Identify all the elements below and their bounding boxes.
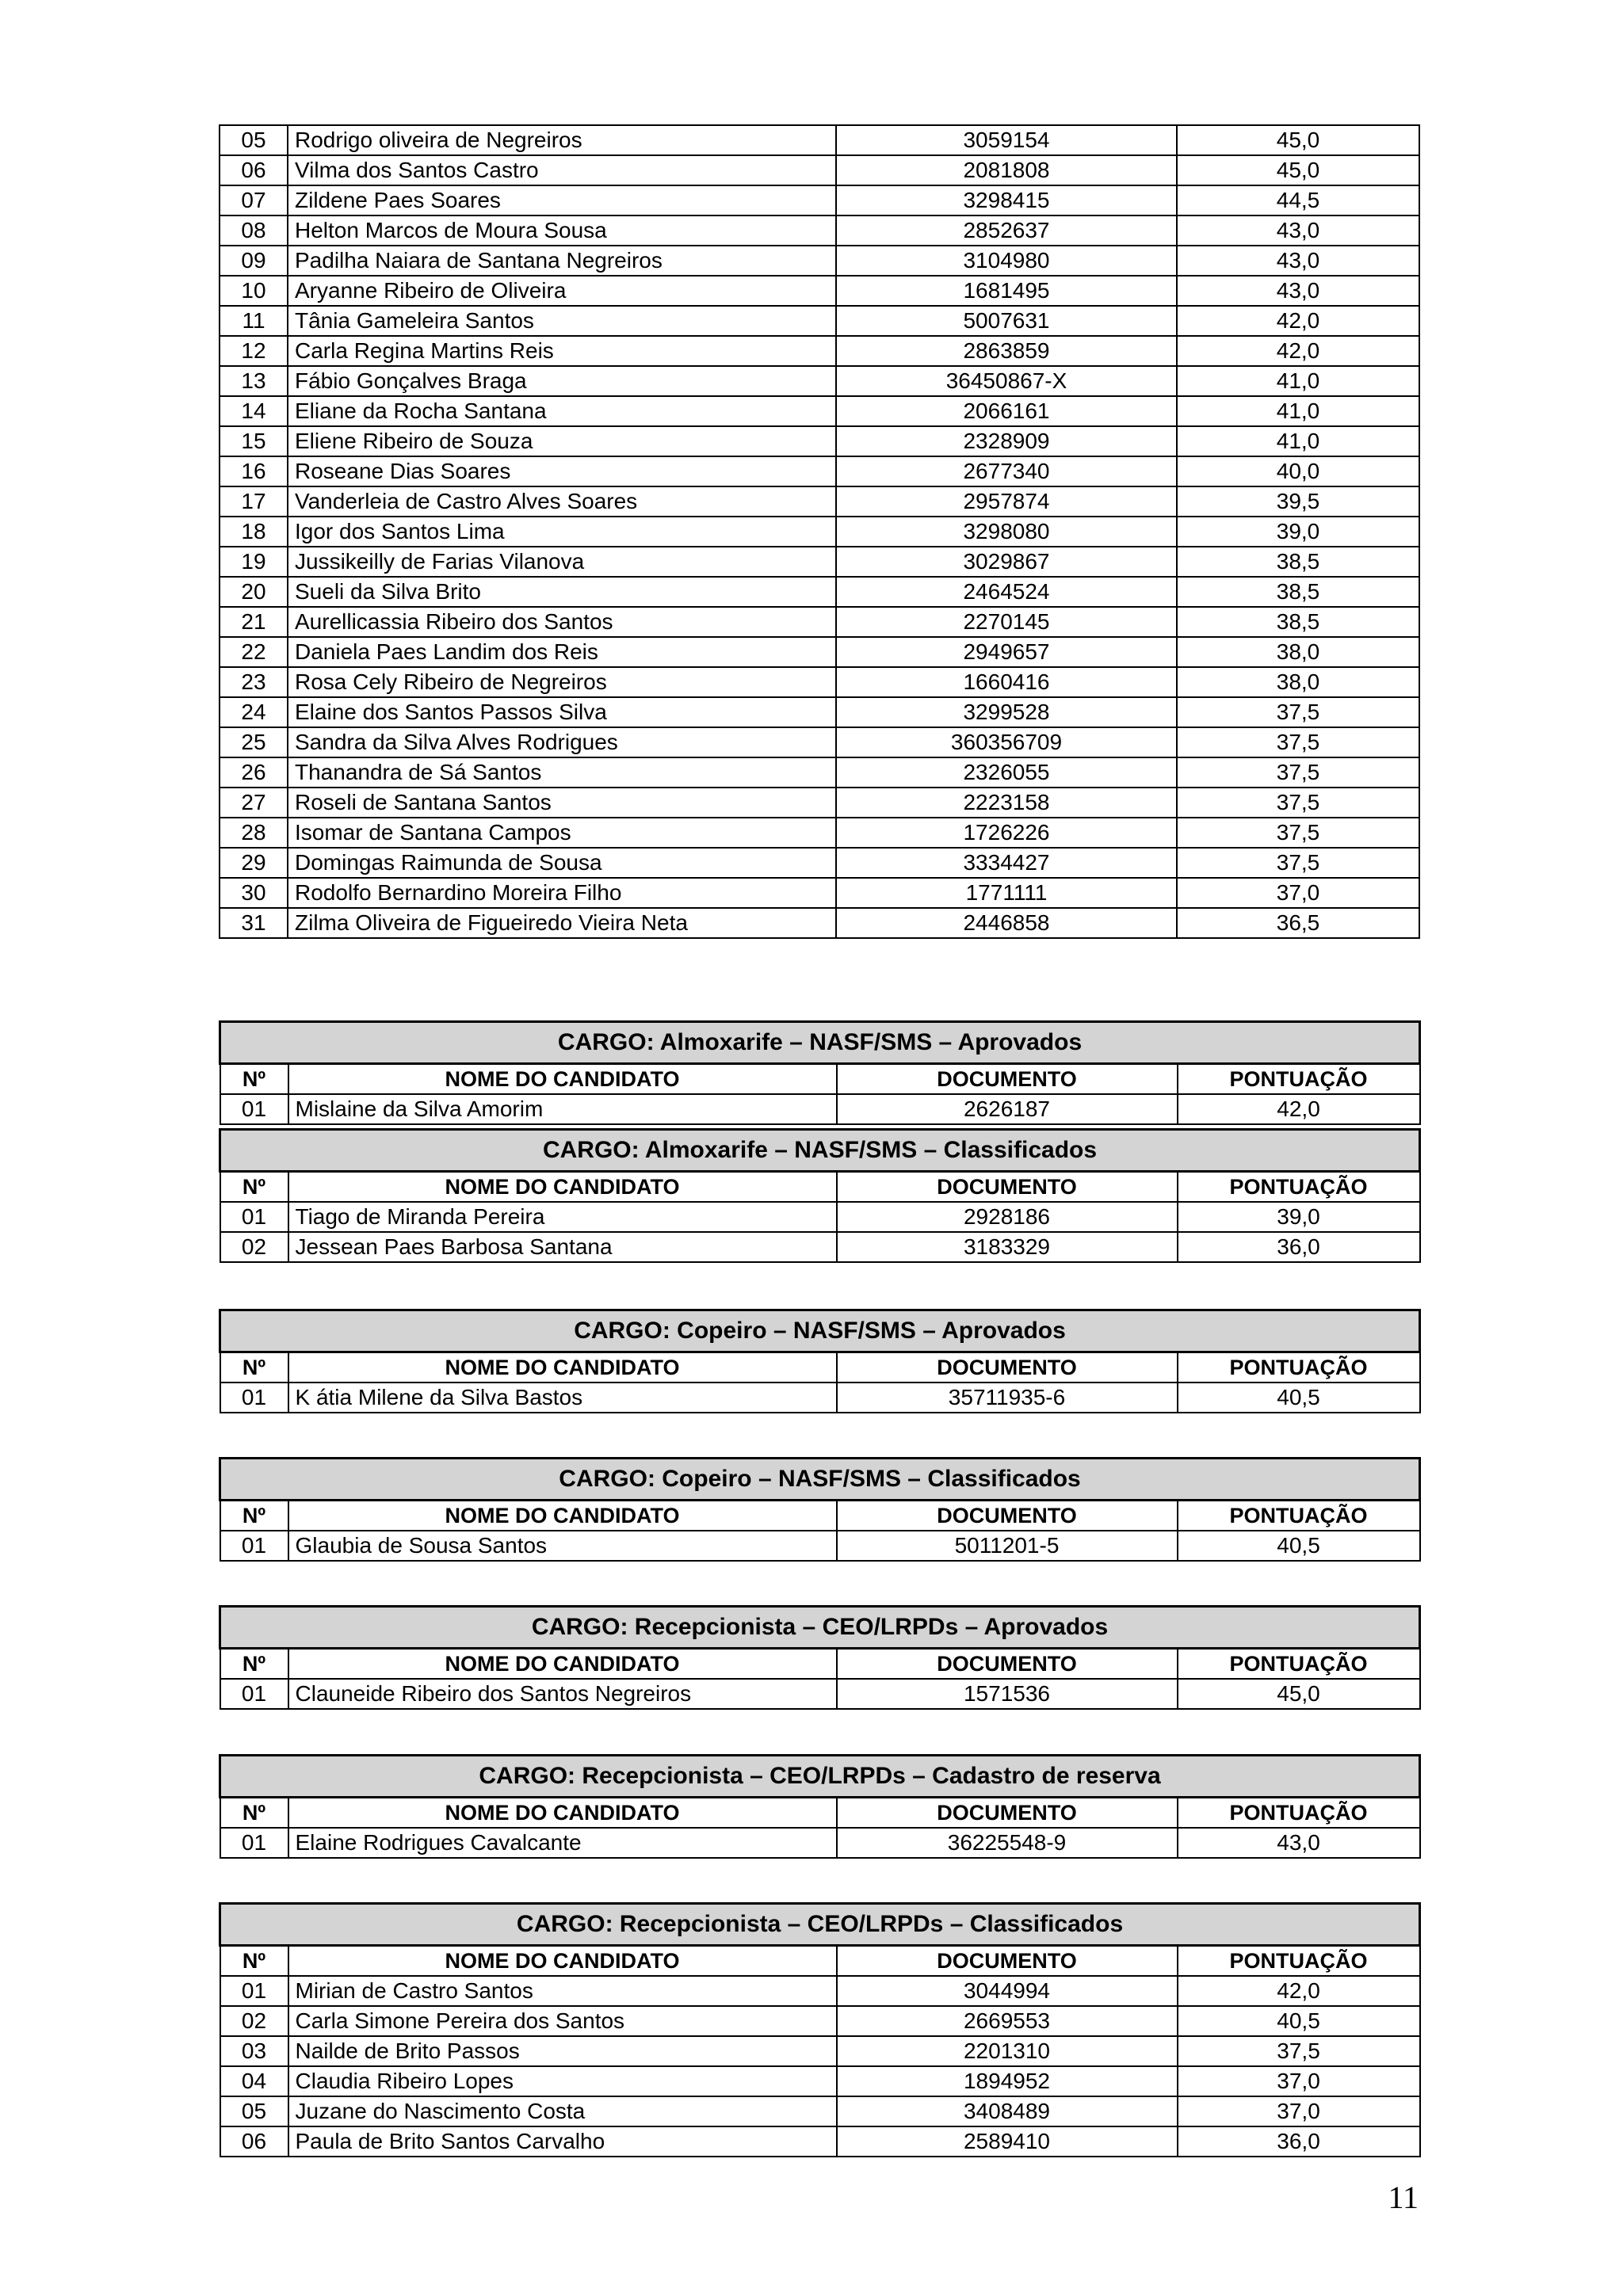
table-row [220, 1232, 1420, 1262]
candidate-name: Eliene Ribeiro de Souza [288, 426, 836, 456]
header-candidate-name: NOME DO CANDIDATO [288, 1649, 837, 1680]
table-header-row [220, 1798, 1420, 1829]
table-row [220, 607, 1419, 637]
document-number: 3059154 [836, 125, 1177, 155]
candidate-name: Rodrigo oliveira de Negreiros [288, 125, 836, 155]
table-row [220, 878, 1419, 908]
document-number: 2589410 [837, 2126, 1178, 2157]
document-number: 35711935-6 [837, 1383, 1178, 1413]
page-number: 11 [1388, 2180, 1419, 2215]
score: 38,5 [1177, 577, 1419, 607]
table-row [220, 547, 1419, 577]
header-candidate-name: NOME DO CANDIDATO [288, 1946, 837, 1977]
score: 37,5 [1177, 848, 1419, 878]
row-number: 26 [220, 757, 288, 788]
document-number: 2328909 [836, 426, 1177, 456]
document-number: 3334427 [836, 848, 1177, 878]
section-title: CARGO: Copeiro – NASF/SMS – Aprovados [220, 1310, 1420, 1352]
score: 44,5 [1177, 185, 1419, 215]
row-number: 01 [220, 1828, 288, 1858]
document-number: 36450867-X [836, 366, 1177, 396]
row-number: 01 [220, 1679, 288, 1709]
score: 39,5 [1177, 486, 1419, 517]
candidate-name: Tiago de Miranda Pereira [288, 1202, 837, 1232]
candidate-name: Isomar de Santana Campos [288, 818, 836, 848]
document-number: 2863859 [836, 336, 1177, 366]
score: 37,5 [1178, 2036, 1420, 2066]
header-candidate-name: NOME DO CANDIDATO [288, 1064, 837, 1095]
score: 43,0 [1177, 246, 1419, 276]
row-number: 11 [220, 306, 288, 336]
candidate-name: Nailde de Brito Passos [288, 2036, 837, 2066]
document-number: 5007631 [836, 306, 1177, 336]
row-number: 30 [220, 878, 288, 908]
document-number: 2949657 [836, 637, 1177, 667]
score: 40,5 [1178, 1383, 1420, 1413]
section-title: CARGO: Recepcionista – CEO/LRPDs – Classificados [220, 1904, 1420, 1946]
table-row [220, 215, 1419, 246]
row-number: 19 [220, 547, 288, 577]
header-candidate-name: NOME DO CANDIDATO [288, 1798, 837, 1829]
candidate-name: Daniela Paes Landim dos Reis [288, 637, 836, 667]
document-number: 2957874 [836, 486, 1177, 517]
candidate-name: Carla Regina Martins Reis [288, 336, 836, 366]
document-number: 36225548-9 [837, 1828, 1178, 1858]
score: 37,5 [1177, 818, 1419, 848]
table-row [220, 125, 1419, 155]
document-number: 1571536 [837, 1679, 1178, 1709]
table-header-row [220, 1352, 1420, 1383]
score: 38,0 [1177, 667, 1419, 697]
row-number: 01 [220, 1094, 288, 1124]
table-row [220, 155, 1419, 185]
recepcionista-classificados-table [219, 1902, 1421, 2157]
table-header-row [220, 1172, 1420, 1203]
row-number: 14 [220, 396, 288, 426]
table-row [220, 1531, 1420, 1561]
recepcionista-cadastro-reserva-table [219, 1754, 1421, 1859]
table-row [220, 486, 1419, 517]
score: 37,5 [1177, 727, 1419, 757]
table-row [220, 366, 1419, 396]
table-row [220, 788, 1419, 818]
table-body [220, 1904, 1420, 2157]
header-document: DOCUMENTO [837, 1172, 1178, 1203]
section-title-row [220, 1022, 1420, 1064]
table-body [220, 1310, 1420, 1413]
table-body [220, 1022, 1420, 1125]
candidate-name: Sandra da Silva Alves Rodrigues [288, 727, 836, 757]
document-number: 3104980 [836, 246, 1177, 276]
header-number: Nº [220, 1798, 288, 1829]
row-number: 22 [220, 637, 288, 667]
candidate-name: Zilma Oliveira de Figueiredo Vieira Neta [288, 908, 836, 938]
score: 45,0 [1178, 1679, 1420, 1709]
document-number: 1660416 [836, 667, 1177, 697]
document-number: 1894952 [837, 2066, 1178, 2096]
row-number: 01 [220, 1976, 288, 2006]
row-number: 23 [220, 667, 288, 697]
row-number: 09 [220, 246, 288, 276]
row-number: 12 [220, 336, 288, 366]
row-number: 10 [220, 276, 288, 306]
table-body [220, 1756, 1420, 1859]
candidate-name: K átia Milene da Silva Bastos [288, 1383, 837, 1413]
header-number: Nº [220, 1649, 288, 1680]
row-number: 07 [220, 185, 288, 215]
continued-results-table [219, 124, 1420, 939]
score: 39,0 [1178, 1202, 1420, 1232]
score: 38,5 [1177, 547, 1419, 577]
row-number: 28 [220, 818, 288, 848]
header-score: PONTUAÇÃO [1178, 1649, 1420, 1680]
document-number: 3298080 [836, 517, 1177, 547]
document-number: 2326055 [836, 757, 1177, 788]
table-row [220, 818, 1419, 848]
header-score: PONTUAÇÃO [1178, 1172, 1420, 1203]
table-row [220, 2006, 1420, 2036]
header-number: Nº [220, 1501, 288, 1531]
table-body [220, 1607, 1420, 1710]
document-number: 2852637 [836, 215, 1177, 246]
row-number: 08 [220, 215, 288, 246]
score: 40,5 [1178, 1531, 1420, 1561]
section-title-row [220, 1310, 1420, 1352]
score: 40,5 [1178, 2006, 1420, 2036]
row-number: 18 [220, 517, 288, 547]
score: 41,0 [1177, 366, 1419, 396]
score: 36,0 [1178, 1232, 1420, 1262]
score: 38,0 [1177, 637, 1419, 667]
table-row [220, 848, 1419, 878]
document-number: 2928186 [837, 1202, 1178, 1232]
table-header-row [220, 1064, 1420, 1095]
candidate-name: Juzane do Nascimento Costa [288, 2096, 837, 2126]
candidate-name: Aryanne Ribeiro de Oliveira [288, 276, 836, 306]
score: 38,5 [1177, 607, 1419, 637]
table-row [220, 456, 1419, 486]
header-document: DOCUMENTO [837, 1946, 1178, 1977]
document-number: 1681495 [836, 276, 1177, 306]
score: 41,0 [1177, 426, 1419, 456]
candidate-name: Carla Simone Pereira dos Santos [288, 2006, 837, 2036]
table-row [220, 336, 1419, 366]
table-row [220, 246, 1419, 276]
table-row [220, 1828, 1420, 1858]
document-number: 3029867 [836, 547, 1177, 577]
row-number: 01 [220, 1383, 288, 1413]
score: 43,0 [1178, 1828, 1420, 1858]
table-header-row [220, 1649, 1420, 1680]
table-row [220, 2036, 1420, 2066]
header-candidate-name: NOME DO CANDIDATO [288, 1172, 837, 1203]
header-score: PONTUAÇÃO [1178, 1064, 1420, 1095]
row-number: 04 [220, 2066, 288, 2096]
header-number: Nº [220, 1946, 288, 1977]
candidate-name: Rodolfo Bernardino Moreira Filho [288, 878, 836, 908]
document-number: 2270145 [836, 607, 1177, 637]
score: 42,0 [1178, 1976, 1420, 2006]
document-number: 5011201-5 [837, 1531, 1178, 1561]
table-row [220, 1383, 1420, 1413]
document-number: 360356709 [836, 727, 1177, 757]
header-number: Nº [220, 1352, 288, 1383]
candidate-name: Vilma dos Santos Castro [288, 155, 836, 185]
document-number: 1771111 [836, 878, 1177, 908]
header-document: DOCUMENTO [837, 1798, 1178, 1829]
header-number: Nº [220, 1172, 288, 1203]
table-row [220, 577, 1419, 607]
candidate-name: Elaine Rodrigues Cavalcante [288, 1828, 837, 1858]
candidate-name: Jessean Paes Barbosa Santana [288, 1232, 837, 1262]
score: 39,0 [1177, 517, 1419, 547]
row-number: 13 [220, 366, 288, 396]
score: 42,0 [1177, 336, 1419, 366]
table-header-row [220, 1501, 1420, 1531]
candidate-name: Claudia Ribeiro Lopes [288, 2066, 837, 2096]
document-number: 2464524 [836, 577, 1177, 607]
table-row [220, 2066, 1420, 2096]
row-number: 27 [220, 788, 288, 818]
table-row [220, 2126, 1420, 2157]
document-number: 3299528 [836, 697, 1177, 727]
header-number: Nº [220, 1064, 288, 1095]
copeiro-classificados-table [219, 1457, 1421, 1562]
row-number: 05 [220, 2096, 288, 2126]
copeiro-aprovados-table [219, 1309, 1421, 1413]
table-row [220, 1976, 1420, 2006]
header-score: PONTUAÇÃO [1178, 1352, 1420, 1383]
table-body [220, 125, 1419, 938]
row-number: 02 [220, 2006, 288, 2036]
table-row [220, 185, 1419, 215]
score: 37,5 [1177, 757, 1419, 788]
table-row [220, 637, 1419, 667]
table-row [220, 727, 1419, 757]
candidate-name: Clauneide Ribeiro dos Santos Negreiros [288, 1679, 837, 1709]
score: 37,0 [1177, 878, 1419, 908]
document-number: 3183329 [837, 1232, 1178, 1262]
row-number: 01 [220, 1202, 288, 1232]
document-number: 3298415 [836, 185, 1177, 215]
candidate-name: Glaubia de Sousa Santos [288, 1531, 837, 1561]
candidate-name: Tânia Gameleira Santos [288, 306, 836, 336]
score: 37,5 [1177, 788, 1419, 818]
candidate-name: Fábio Gonçalves Braga [288, 366, 836, 396]
document-number: 2066161 [836, 396, 1177, 426]
candidate-name: Thanandra de Sá Santos [288, 757, 836, 788]
row-number: 15 [220, 426, 288, 456]
table-body [220, 1459, 1420, 1562]
row-number: 06 [220, 2126, 288, 2157]
table-row [220, 517, 1419, 547]
score: 45,0 [1177, 155, 1419, 185]
score: 37,0 [1178, 2096, 1420, 2126]
section-title-row [220, 1130, 1420, 1172]
candidate-name: Paula de Brito Santos Carvalho [288, 2126, 837, 2157]
table-row [220, 1202, 1420, 1232]
table-row [220, 1679, 1420, 1709]
row-number: 29 [220, 848, 288, 878]
header-score: PONTUAÇÃO [1178, 1798, 1420, 1829]
score: 36,0 [1178, 2126, 1420, 2157]
candidate-name: Zildene Paes Soares [288, 185, 836, 215]
almoxarife-aprovados-table [219, 1020, 1421, 1125]
document-number: 1726226 [836, 818, 1177, 848]
table-row [220, 2096, 1420, 2126]
row-number: 01 [220, 1531, 288, 1561]
header-score: PONTUAÇÃO [1178, 1946, 1420, 1977]
row-number: 03 [220, 2036, 288, 2066]
candidate-name: Sueli da Silva Brito [288, 577, 836, 607]
document-number: 2446858 [836, 908, 1177, 938]
almoxarife-classificados-table [219, 1128, 1421, 1263]
table-row [220, 306, 1419, 336]
candidate-name: Helton Marcos de Moura Sousa [288, 215, 836, 246]
section-title-row [220, 1756, 1420, 1798]
candidate-name: Aurellicassia Ribeiro dos Santos [288, 607, 836, 637]
table-row [220, 667, 1419, 697]
row-number: 24 [220, 697, 288, 727]
header-document: DOCUMENTO [837, 1649, 1178, 1680]
table-row [220, 1094, 1420, 1124]
candidate-name: Roseane Dias Soares [288, 456, 836, 486]
row-number: 31 [220, 908, 288, 938]
header-candidate-name: NOME DO CANDIDATO [288, 1352, 837, 1383]
row-number: 05 [220, 125, 288, 155]
row-number: 21 [220, 607, 288, 637]
table-row [220, 757, 1419, 788]
candidate-name: Igor dos Santos Lima [288, 517, 836, 547]
score: 42,0 [1177, 306, 1419, 336]
row-number: 25 [220, 727, 288, 757]
candidate-name: Rosa Cely Ribeiro de Negreiros [288, 667, 836, 697]
section-title-row [220, 1904, 1420, 1946]
score: 42,0 [1178, 1094, 1420, 1124]
score: 36,5 [1177, 908, 1419, 938]
section-title: CARGO: Copeiro – NASF/SMS – Classificados [220, 1459, 1420, 1501]
candidate-name: Vanderleia de Castro Alves Soares [288, 486, 836, 517]
section-title: CARGO: Recepcionista – CEO/LRPDs – Cadastro de reserva [220, 1756, 1420, 1798]
candidate-name: Jussikeilly de Farias Vilanova [288, 547, 836, 577]
row-number: 02 [220, 1232, 288, 1262]
document-number: 2081808 [836, 155, 1177, 185]
table-row [220, 396, 1419, 426]
candidate-name: Eliane da Rocha Santana [288, 396, 836, 426]
candidate-name: Elaine dos Santos Passos Silva [288, 697, 836, 727]
table-row [220, 697, 1419, 727]
score: 43,0 [1177, 276, 1419, 306]
header-document: DOCUMENTO [837, 1352, 1178, 1383]
score: 41,0 [1177, 396, 1419, 426]
header-document: DOCUMENTO [837, 1501, 1178, 1531]
document-number: 3044994 [837, 1976, 1178, 2006]
candidate-name: Domingas Raimunda de Sousa [288, 848, 836, 878]
section-title: CARGO: Recepcionista – CEO/LRPDs – Aprovados [220, 1607, 1420, 1649]
row-number: 20 [220, 577, 288, 607]
table-row [220, 426, 1419, 456]
document-number: 2669553 [837, 2006, 1178, 2036]
header-candidate-name: NOME DO CANDIDATO [288, 1501, 837, 1531]
section-title: CARGO: Almoxarife – NASF/SMS – Aprovados [220, 1022, 1420, 1064]
section-title-row [220, 1459, 1420, 1501]
candidate-name: Mislaine da Silva Amorim [288, 1094, 837, 1124]
score: 37,5 [1177, 697, 1419, 727]
table-header-row [220, 1946, 1420, 1977]
document-number: 2201310 [837, 2036, 1178, 2066]
candidate-name: Padilha Naiara de Santana Negreiros [288, 246, 836, 276]
candidate-name: Mirian de Castro Santos [288, 1976, 837, 2006]
recepcionista-aprovados-table [219, 1605, 1421, 1710]
row-number: 17 [220, 486, 288, 517]
document-number: 2677340 [836, 456, 1177, 486]
document-number: 2626187 [837, 1094, 1178, 1124]
section-title: CARGO: Almoxarife – NASF/SMS – Classificados [220, 1130, 1420, 1172]
score: 37,0 [1178, 2066, 1420, 2096]
table-row [220, 908, 1419, 938]
row-number: 16 [220, 456, 288, 486]
score: 40,0 [1177, 456, 1419, 486]
score: 43,0 [1177, 215, 1419, 246]
table-row [220, 276, 1419, 306]
score: 45,0 [1177, 125, 1419, 155]
table-body [220, 1130, 1420, 1263]
section-title-row [220, 1607, 1420, 1649]
header-document: DOCUMENTO [837, 1064, 1178, 1095]
candidate-name: Roseli de Santana Santos [288, 788, 836, 818]
header-score: PONTUAÇÃO [1178, 1501, 1420, 1531]
document-number: 3408489 [837, 2096, 1178, 2126]
row-number: 06 [220, 155, 288, 185]
document-number: 2223158 [836, 788, 1177, 818]
